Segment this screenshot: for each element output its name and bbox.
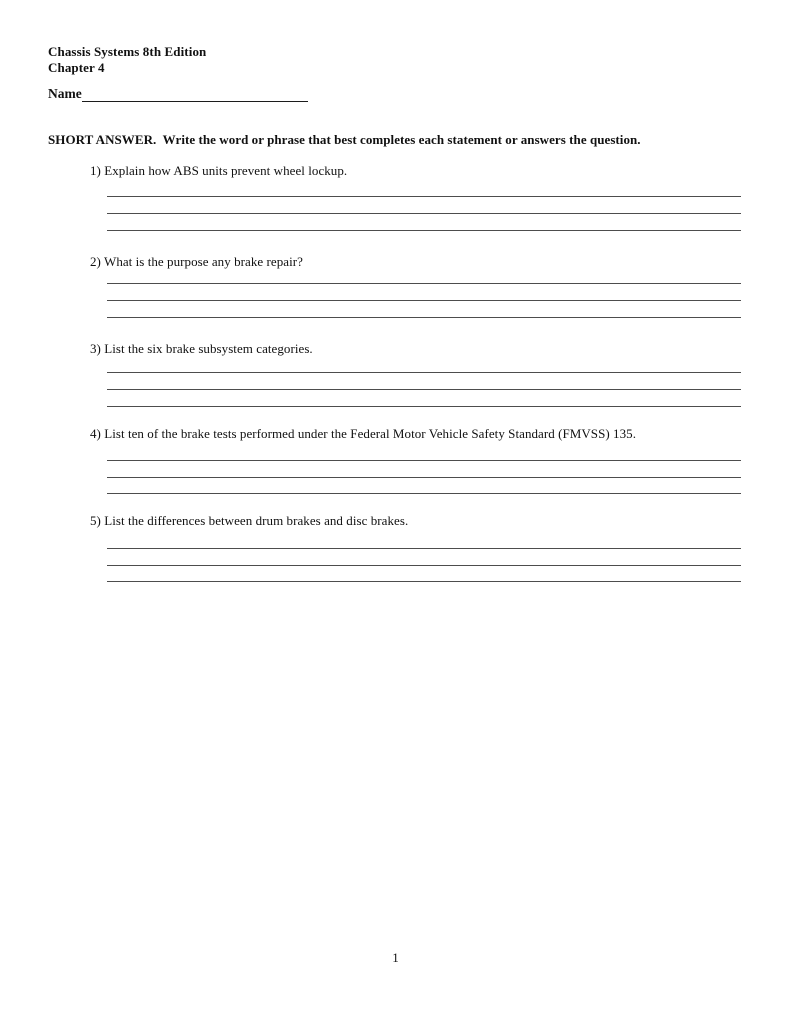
answer-line (107, 548, 741, 549)
question-3-text: 3) List the six brake subsystem categories. (90, 341, 313, 356)
document-title: Chassis Systems 8th Edition (48, 44, 207, 59)
name-field (48, 86, 308, 102)
answer-line (107, 300, 741, 301)
answer-line (107, 230, 741, 231)
answer-line (107, 493, 741, 494)
question-4-text: 4) List ten of the brake tests performed under the Federal Motor Vehicle Safety Standard (FMVSS) 135. (90, 426, 636, 441)
answer-line (107, 317, 741, 318)
name-blank-line (82, 87, 308, 102)
answer-line (107, 283, 741, 284)
document-subtitle: Chapter 4 (48, 60, 105, 75)
answer-line (107, 389, 741, 390)
page-number: 1 (392, 950, 399, 965)
answer-line (107, 565, 741, 566)
name-label: Name (48, 86, 82, 101)
answer-line (107, 213, 741, 214)
question-2-text: 2) What is the purpose any brake repair? (90, 254, 303, 269)
section-instructions: SHORT ANSWER. Write the word or phrase that best completes each statement or answers the question. (48, 132, 641, 147)
answer-line (107, 477, 741, 478)
answer-line (107, 372, 741, 373)
question-1-text: 1) Explain how ABS units prevent wheel lockup. (90, 163, 348, 178)
question-5-text: 5) List the differences between drum brakes and disc brakes. (90, 513, 409, 528)
answer-line (107, 196, 741, 197)
answer-line (107, 406, 741, 407)
answer-line (107, 460, 741, 461)
answer-line (107, 581, 741, 582)
